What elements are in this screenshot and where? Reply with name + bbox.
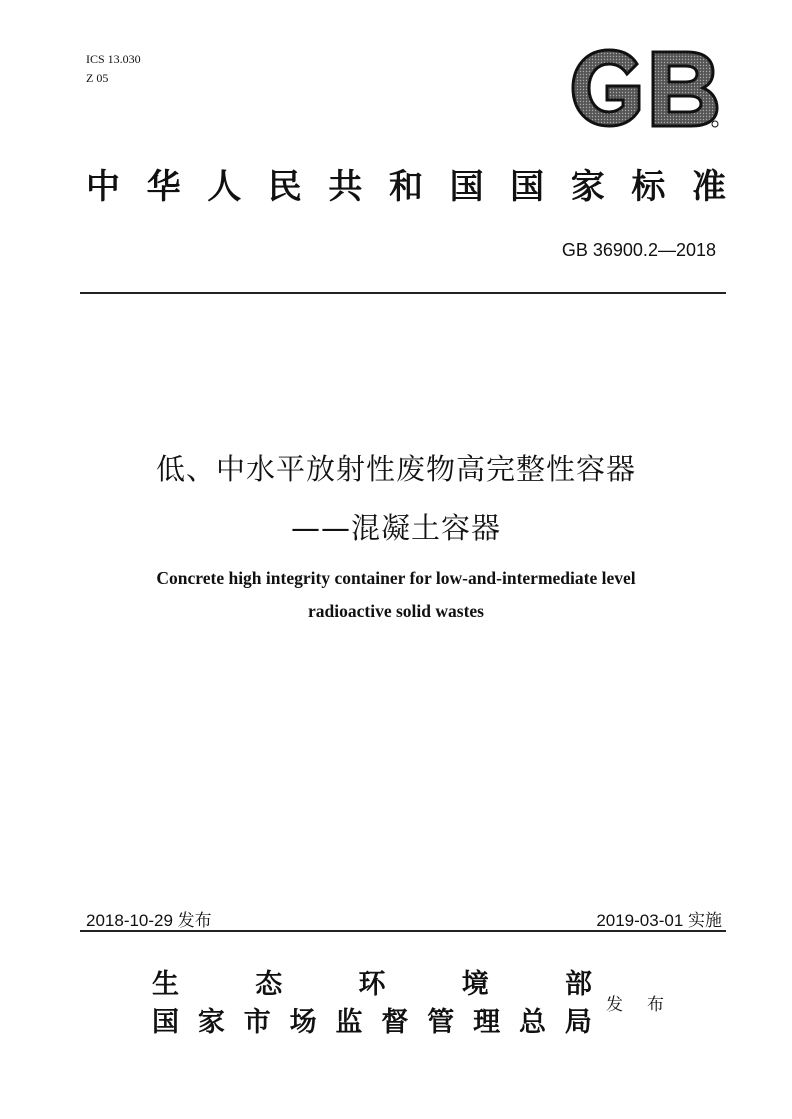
heading-char: 国 bbox=[510, 166, 545, 207]
issuer-char: 生 bbox=[152, 968, 179, 1000]
standard-number: GB 36900.2—2018 bbox=[561, 240, 716, 260]
heading-char: 人 bbox=[207, 166, 242, 207]
heading-char: 民 bbox=[267, 166, 302, 207]
classification-codes bbox=[86, 50, 141, 88]
issuer-char: 环 bbox=[358, 968, 386, 1000]
issuer-char: 总 bbox=[519, 1006, 546, 1038]
heading-char: 和 bbox=[388, 166, 423, 207]
top-divider bbox=[80, 292, 726, 294]
heading-char: 中 bbox=[86, 166, 120, 207]
issuer-char: 态 bbox=[255, 968, 283, 1000]
title-chinese-line1: 低、中水平放射性废物高完整性容器 bbox=[155, 452, 636, 486]
issuer-char: 市 bbox=[243, 1006, 271, 1038]
issuer-char: 境 bbox=[461, 968, 489, 1000]
issuer-administration bbox=[152, 1001, 592, 1037]
bottom-divider bbox=[80, 930, 726, 932]
issuer-char: 场 bbox=[289, 1006, 317, 1038]
title-english-line1: Concrete high integrity container for low-and-intermediate level bbox=[156, 568, 636, 588]
issue-date: 2018-10-29 发布 bbox=[86, 911, 212, 930]
issued-char: 发 bbox=[606, 995, 623, 1015]
issuer-char: 局 bbox=[564, 1006, 592, 1038]
issuer-char: 管 bbox=[427, 1006, 455, 1038]
title-chinese-line2: ——混凝土容器 bbox=[290, 511, 501, 545]
heading-char: 国 bbox=[449, 166, 484, 207]
issued-char: 布 bbox=[647, 995, 664, 1015]
issued-label bbox=[606, 990, 664, 1015]
gb-logo bbox=[567, 46, 723, 130]
issuer-ministry bbox=[152, 963, 592, 999]
heading-char: 家 bbox=[570, 166, 605, 207]
heading-char: 华 bbox=[146, 166, 181, 207]
issuer-char: 家 bbox=[197, 1006, 225, 1038]
issuer-char: 监 bbox=[335, 1006, 363, 1038]
heading-char: 准 bbox=[691, 166, 726, 207]
national-standard-heading bbox=[86, 160, 726, 206]
ccs-code: Z 05 bbox=[86, 71, 109, 85]
heading-char: 共 bbox=[328, 166, 363, 207]
issuer-char: 理 bbox=[473, 1006, 501, 1038]
issuer-char: 国 bbox=[152, 1006, 179, 1038]
ics-code: ICS 13.030 bbox=[86, 52, 141, 66]
title-english-line2: radioactive solid wastes bbox=[308, 601, 484, 621]
implementation-date: 2019-03-01 实施 bbox=[596, 911, 722, 930]
issuer-char: 督 bbox=[381, 1006, 409, 1038]
issuer-char: 部 bbox=[565, 968, 592, 1000]
heading-char: 标 bbox=[631, 166, 666, 207]
